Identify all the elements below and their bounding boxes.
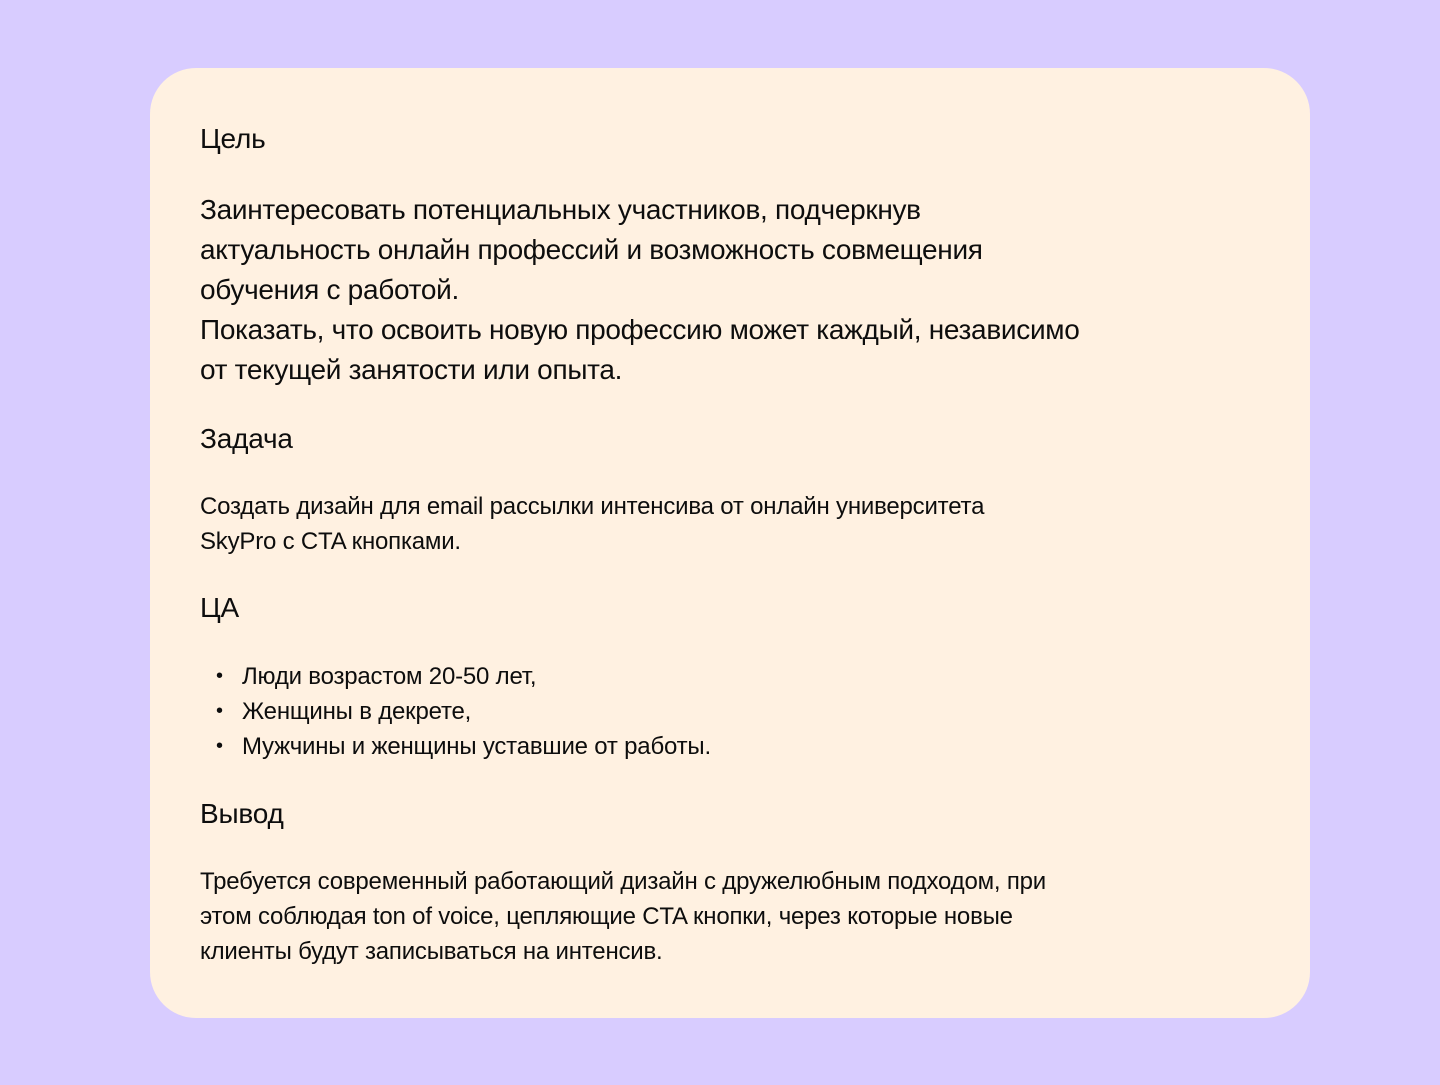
- bullet-icon: •: [216, 700, 223, 722]
- conclusion-line: Требуется современный работающий дизайн с дружелюбным подходом, при: [200, 868, 1046, 895]
- list-item-text: Женщины в декрете,: [242, 698, 472, 725]
- goal-section: [200, 121, 1260, 157]
- list-item-text: Люди возрастом 20-50 лет,: [242, 663, 537, 690]
- task-heading: Задача: [200, 423, 293, 454]
- brief-card: [150, 68, 1310, 1018]
- goal-line: актуальность онлайн профессий и возможность совмещения: [200, 234, 983, 265]
- goal-line: Заинтересовать потенциальных участников, подчеркнув: [200, 194, 921, 225]
- task-line: SkyPro с CTA кнопками.: [200, 528, 461, 555]
- conclusion-heading: Вывод: [200, 798, 284, 829]
- list-item: [200, 659, 1260, 694]
- audience-list: [200, 659, 1260, 764]
- conclusion-line: этом соблюдая ton of voice, цепляющие CTA кнопки, через которые новые: [200, 903, 1013, 930]
- goal-line: от текущей занятости или опыта.: [200, 354, 623, 385]
- conclusion-section: [200, 796, 1260, 832]
- bullet-icon: •: [216, 735, 223, 757]
- goal-line: обучения с работой.: [200, 274, 459, 305]
- task-text: [200, 489, 1260, 559]
- conclusion-line: клиенты будут записываться на интенсив.: [200, 938, 663, 965]
- goal-line: Показать, что освоить новую профессию может каждый, независимо: [200, 314, 1080, 345]
- audience-heading: ЦА: [200, 592, 239, 623]
- list-item: [200, 694, 1260, 729]
- list-item: [200, 729, 1260, 764]
- bullet-icon: •: [216, 665, 223, 687]
- audience-list-block: [200, 659, 1260, 764]
- goal-text: [200, 190, 1260, 390]
- task-section: [200, 421, 1260, 457]
- conclusion-text: [200, 864, 1260, 969]
- list-item-text: Мужчины и женщины уставшие от работы.: [242, 733, 711, 760]
- audience-section: [200, 590, 1260, 626]
- goal-heading: Цель: [200, 123, 266, 154]
- task-line: Создать дизайн для email рассылки интенсива от онлайн университета: [200, 493, 985, 520]
